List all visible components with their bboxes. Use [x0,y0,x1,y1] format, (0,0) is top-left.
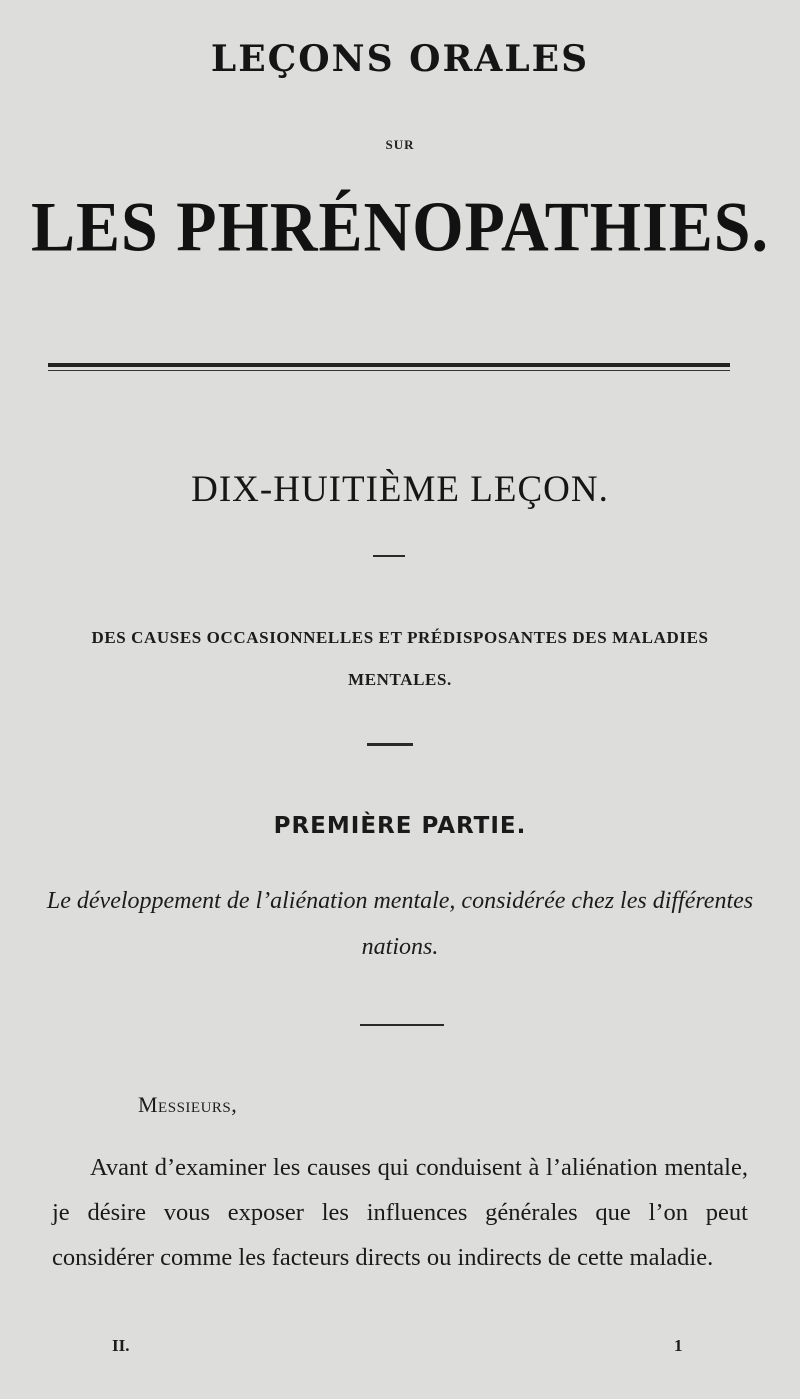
separator-dash-3 [360,1024,444,1026]
separator-dash-2 [367,743,413,746]
part-subtitle: Le développement de l’aliénation mentale, considérée chez les différentes nations. [46,888,754,960]
body-paragraph: Avant d’examiner les causes qui conduisent à l’aliénation mentale, je désire vous exposer les influences générales que l’on peut considérer comme les facteurs directs ou indirects de cette maladie. [52,1154,748,1271]
title-rule-thick [48,363,730,367]
title-rule-thin [48,370,730,371]
series-title: LEÇONS ORALES [210,38,590,80]
lecon-subtitle: DES CAUSES OCCASIONNELLES ET PRÉDISPOSANTES DES MALADIES MENTALES. [91,628,709,689]
salutation: Messieurs, [138,1092,238,1117]
body-text [52,1145,748,1280]
main-title: LES PHRÉNOPATHIES. [30,188,770,267]
page-number: 1 [674,1336,683,1355]
series-connector: SUR [385,137,415,152]
lecon-heading: DIX-HUITIÈME LEÇON. [191,469,609,510]
signature-mark: II. [112,1336,130,1355]
separator-dash-1 [373,555,405,557]
part-heading: PREMIÈRE PARTIE. [273,813,527,839]
